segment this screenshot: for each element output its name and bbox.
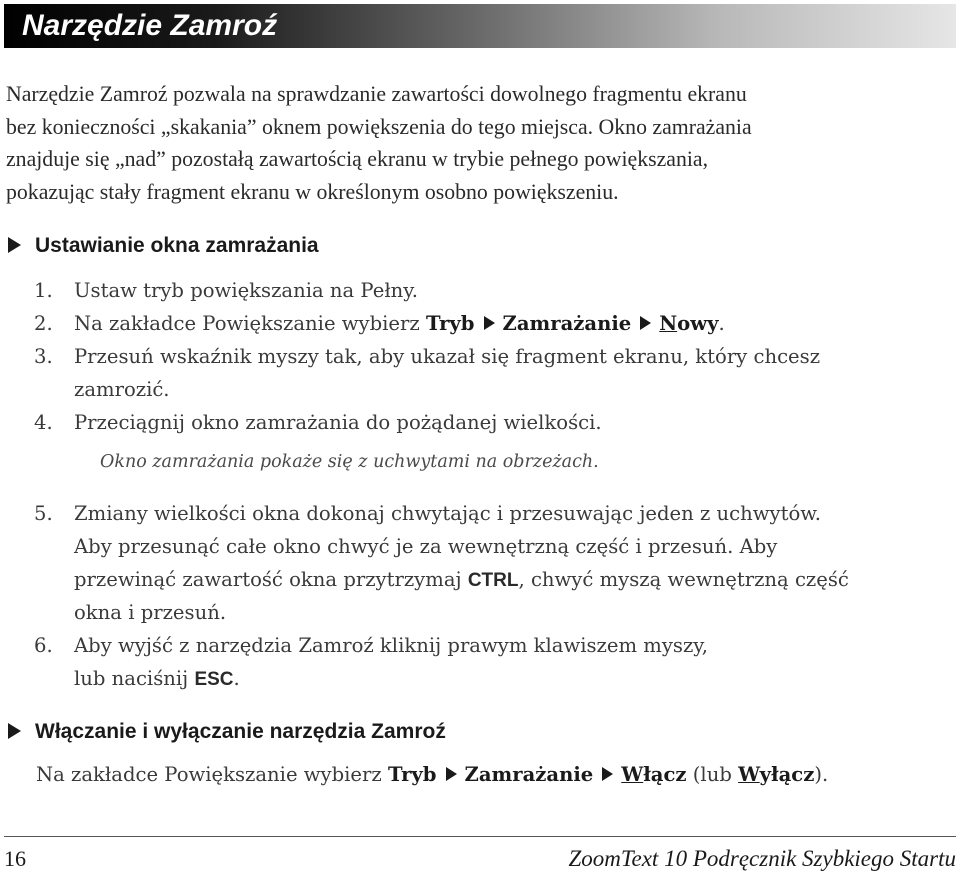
step-6-line-2: lub naciśnij ESC. bbox=[74, 667, 240, 690]
menu-item-wlacz: Włącz bbox=[621, 763, 687, 786]
footer-divider bbox=[4, 836, 956, 837]
section-heading-setup: Ustawianie okna zamrażania bbox=[8, 233, 319, 259]
menu-arrow-icon bbox=[484, 316, 495, 330]
key-esc: ESC bbox=[194, 669, 234, 690]
menu-item-tryb: Tryb bbox=[387, 763, 437, 786]
menu-arrow-icon bbox=[602, 767, 613, 781]
page-number: 16 bbox=[4, 846, 26, 871]
toggle-instructions: Na zakładce Powiększanie wybierz Tryb Zamrażanie Włącz (lub Wyłącz). bbox=[36, 763, 829, 786]
intro-line: pokazując stały fragment ekranu w określonym osobno powiększeniu. bbox=[6, 179, 619, 204]
footer-book-title: ZoomText 10 Podręcznik Szybkiego Startu bbox=[568, 846, 956, 871]
section-heading-toggle: Włączanie i wyłączanie narzędzia Zamroź bbox=[8, 719, 446, 745]
menu-arrow-icon bbox=[640, 316, 651, 330]
step-3: 3. Przesuń wskaźnik myszy tak, aby ukazał się fragment ekranu, który chcesz bbox=[34, 345, 821, 368]
step-5: 5. Zmiany wielkości okna dokonaj chwytając i przesuwając jeden z uchwytów. bbox=[34, 502, 821, 525]
step-6: 6. Aby wyjść z narzędzia Zamroź kliknij prawym klawiszem myszy, bbox=[34, 634, 709, 657]
step-2: 2. Na zakładce Powiększanie wybierz Tryb Zamrażanie Nowy. bbox=[34, 312, 725, 335]
intro-paragraph bbox=[6, 78, 956, 208]
menu-arrow-icon bbox=[446, 767, 457, 781]
step-5-line-3: przewinąć zawartość okna przytrzymaj CTRL, chwyć myszą wewnętrzną część bbox=[74, 568, 849, 591]
menu-item-wylacz: Wyłącz bbox=[738, 763, 815, 786]
menu-item-zamrazanie: Zamrażanie bbox=[464, 763, 594, 786]
triangle-bullet-icon bbox=[8, 237, 21, 253]
step-5-line-4: okna i przesuń. bbox=[74, 601, 227, 624]
menu-item-nowy: Nowy bbox=[659, 312, 719, 335]
key-ctrl: CTRL bbox=[467, 570, 519, 591]
menu-item-tryb: Tryb bbox=[425, 312, 475, 335]
triangle-bullet-icon bbox=[8, 723, 21, 739]
intro-line: bez konieczności „skakania” oknem powiększenia do tego miejsca. Okno zamrażania bbox=[6, 114, 752, 139]
page-title: Narzędzie Zamroź bbox=[22, 9, 278, 42]
step-4-note: Okno zamrażania pokaże się z uchwytami na obrzeżach. bbox=[100, 452, 599, 472]
step-5-line-2: Aby przesunąć całe okno chwyć je za wewnętrzną część i przesuń. Aby bbox=[74, 535, 778, 558]
step-3-continued: zamrozić. bbox=[74, 378, 170, 401]
title-banner bbox=[4, 4, 956, 48]
step-4: 4. Przeciągnij okno zamrażania do pożądanej wielkości. bbox=[34, 411, 602, 434]
menu-item-zamrazanie: Zamrażanie bbox=[502, 312, 632, 335]
step-1: 1. Ustaw tryb powiększania na Pełny. bbox=[34, 279, 418, 302]
intro-line: znajduje się „nad” pozostałą zawartością ekranu w trybie pełnego powiększania, bbox=[6, 147, 709, 171]
intro-line: Narzędzie Zamroź pozwala na sprawdzanie zawartości dowolnego fragmentu ekranu bbox=[6, 82, 747, 106]
